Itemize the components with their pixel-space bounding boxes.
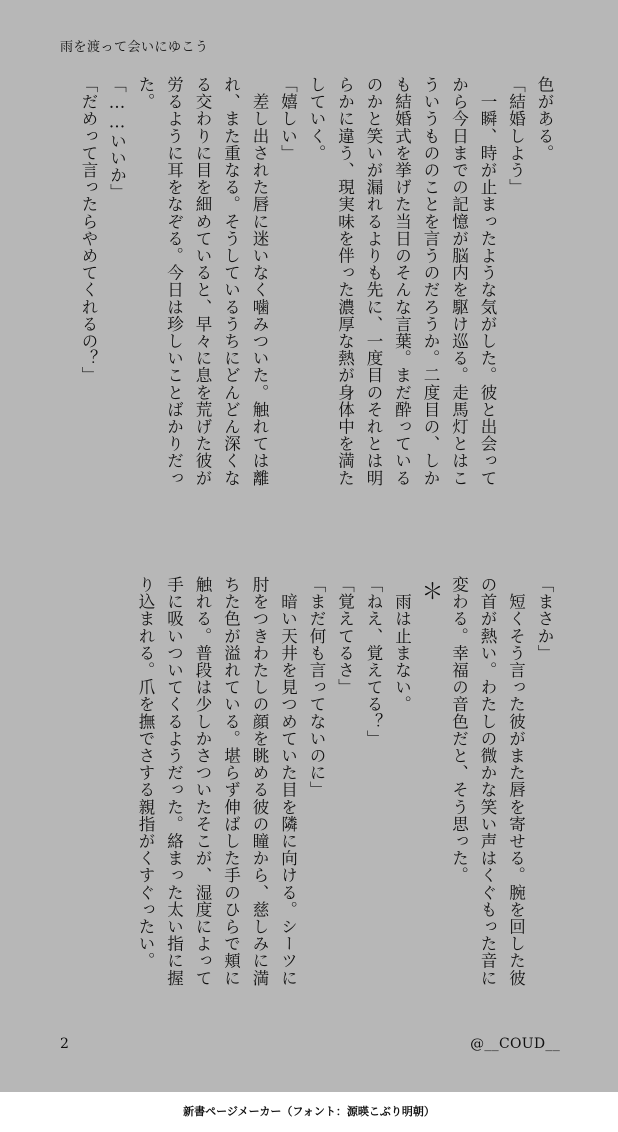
text-line: り込まれる。爪を撫でさする親指がくすぐったい。 bbox=[136, 576, 155, 970]
text-block-top bbox=[78, 76, 558, 524]
text-line: 「嬉しい」 bbox=[278, 76, 298, 162]
text-line: 触れる。普段は少しかさついたそこが、湿度によって bbox=[193, 576, 212, 986]
text-line: ういうもののことを言うのだろうか。二度目の、しか bbox=[421, 76, 440, 487]
text-line: 差し出された唇に迷いなく噛みついた。触れては離 bbox=[250, 76, 269, 487]
text-line: る交わりに目を細めていると、早々に息を荒げた彼が bbox=[193, 76, 212, 487]
text-line: 「まだ何も言ってないのに」 bbox=[307, 576, 326, 799]
text-line: れ、また重なる。そうしているうちにどんどん深くな bbox=[221, 76, 241, 487]
scene-break-asterisk: ＊ bbox=[418, 580, 443, 603]
text-line: 「だめって言ったらやめてくれるの？」 bbox=[79, 76, 98, 384]
text-line: ちた色が溢れている。堪らず伸ばした手のひらで頬に bbox=[221, 576, 241, 986]
text-line: 色がある。 bbox=[535, 76, 554, 162]
text-line: 「ねえ、覚えてる？」 bbox=[364, 576, 383, 747]
text-line: 手に吸いついてくるようだった。絡まった太い指に握 bbox=[164, 576, 184, 986]
text-line: た。 bbox=[136, 76, 155, 111]
text-line: らかに違う、現実味を伴った濃厚な熱が身体中を満た bbox=[335, 76, 355, 487]
running-title: 雨を渡って会いにゆこう bbox=[60, 40, 209, 55]
text-line: 労るように耳をなぞる。今日は珍しいことばかりだっ bbox=[164, 76, 184, 487]
text-line: のかと笑いが漏れるよりも先に、一度目のそれとは明 bbox=[364, 76, 383, 487]
author-handle: @__COUD__ bbox=[470, 1036, 560, 1052]
text-block-bottom bbox=[78, 576, 558, 986]
text-line: 変わる。幸福の音色だと、そう思った。 bbox=[449, 576, 469, 884]
text-line: も結婚式を挙げた当日のそんな言葉。まだ酔っている bbox=[392, 76, 412, 487]
text-line: 「まさか」 bbox=[535, 576, 554, 662]
generator-credit: 新書ページメーカー（フォント：源暎こぶり明朝） bbox=[183, 1105, 435, 1118]
text-line: 短くそう言った彼がまた唇を寄せる。腕を回した彼 bbox=[506, 576, 526, 986]
text-line: 「結婚しよう」 bbox=[506, 76, 526, 196]
text-line: の首が熱い。わたしの微かな笑い声はくぐもった音に bbox=[478, 576, 497, 986]
text-line: 暗い天井を見つめていた目を隣に向ける。シーツに bbox=[278, 576, 298, 986]
text-line: から今日までの記憶が脳内を駆け巡る。走馬灯とはこ bbox=[449, 76, 469, 487]
text-line: 「覚えてるさ」 bbox=[335, 576, 355, 696]
text-line: 雨は止まない。 bbox=[392, 576, 412, 713]
text-line: 肘をつきわたしの顔を眺める彼の瞳から、慈しみに満 bbox=[250, 576, 269, 986]
text-line: 「……いいか」 bbox=[107, 76, 127, 201]
text-line: していく。 bbox=[307, 76, 326, 162]
page-number: 2 bbox=[60, 1036, 69, 1052]
text-line: 一瞬、時が止まったような気がした。彼と出会って bbox=[478, 76, 497, 487]
